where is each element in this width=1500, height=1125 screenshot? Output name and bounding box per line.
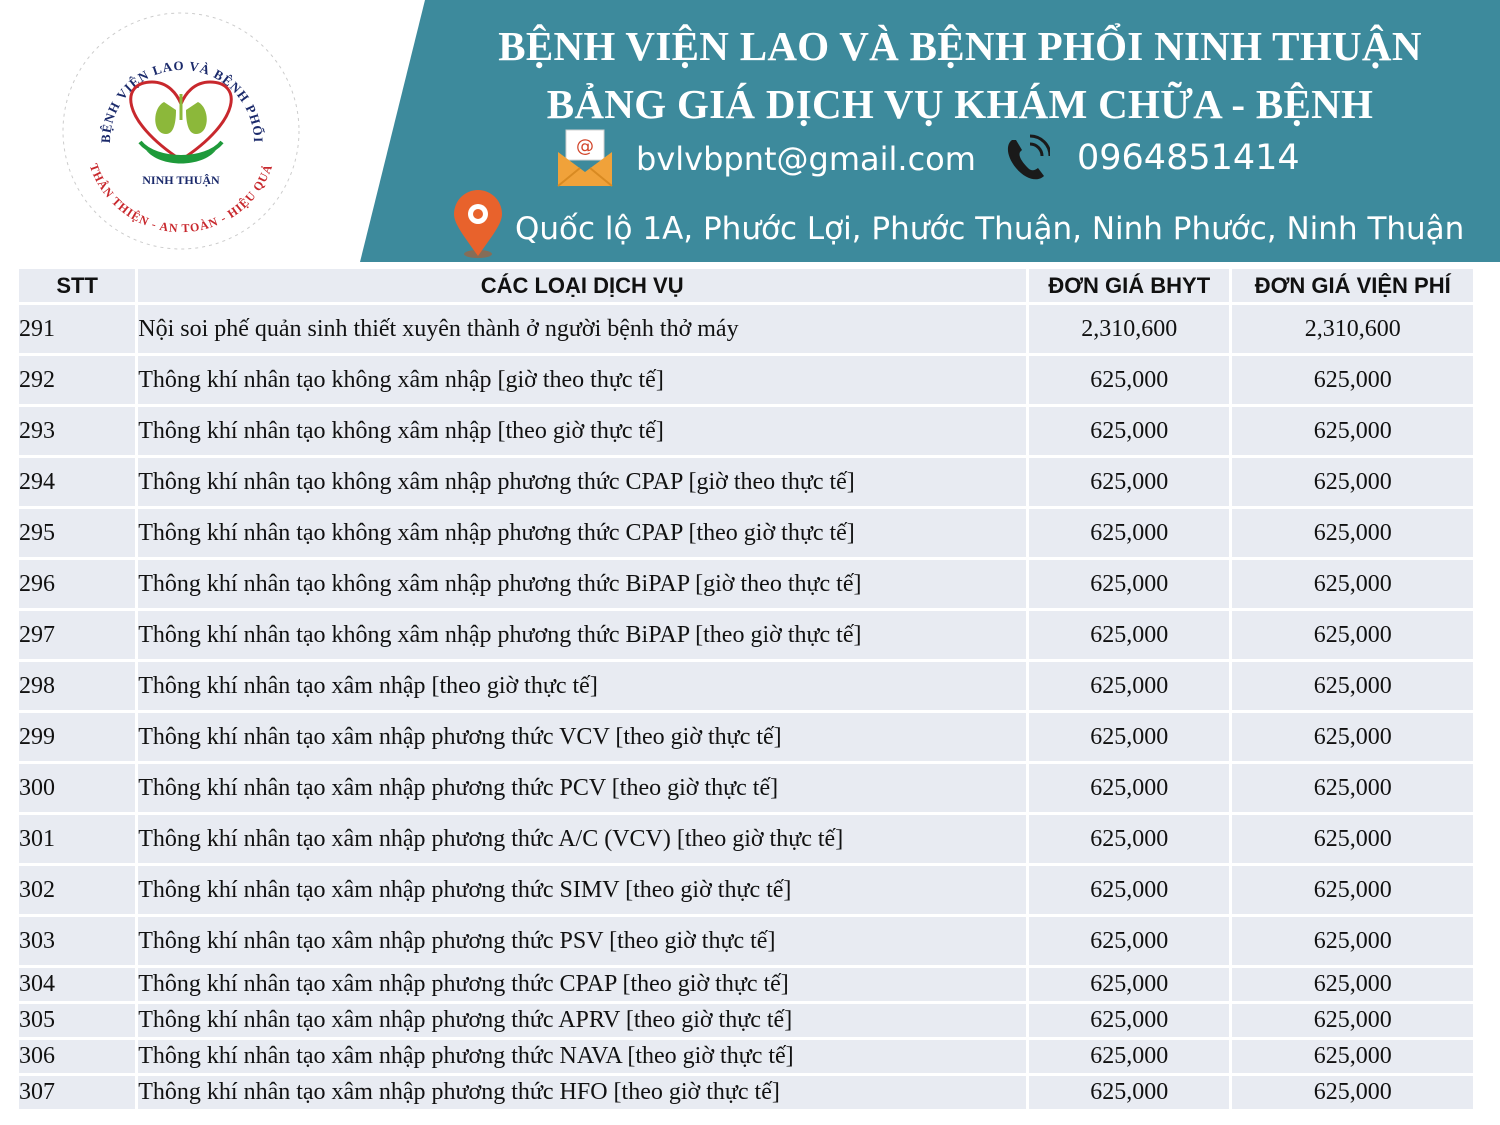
email-address[interactable]: bvlvbpnt@gmail.com [636, 140, 976, 178]
row-price-bhyt: 2,310,600 [1029, 305, 1229, 353]
hospital-logo [60, 10, 302, 252]
row-stt: 293 [19, 407, 135, 455]
row-service: Thông khí nhân tạo không xâm nhập [giờ theo thực tế] [138, 356, 1026, 404]
row-price-hospital: 625,000 [1232, 1076, 1473, 1109]
row-service: Thông khí nhân tạo xâm nhập phương thức CPAP [theo giờ thực tế] [138, 968, 1026, 1001]
row-price-bhyt: 625,000 [1029, 764, 1229, 812]
row-price-hospital: 625,000 [1232, 917, 1473, 965]
table-row [19, 305, 1473, 353]
row-price-bhyt: 625,000 [1029, 509, 1229, 557]
row-service: Thông khí nhân tạo không xâm nhập phương thức CPAP [giờ theo thực tế] [138, 458, 1026, 506]
price-list-title: BẢNG GIÁ DỊCH VỤ KHÁM CHỮA - BỆNH [546, 81, 1374, 127]
table-row [19, 662, 1473, 710]
row-service: Thông khí nhân tạo không xâm nhập phương thức BiPAP [giờ theo thực tế] [138, 560, 1026, 608]
logo-center-text: NINH THUẬN [142, 173, 220, 187]
row-stt: 307 [19, 1076, 135, 1109]
row-price-bhyt: 625,000 [1029, 458, 1229, 506]
row-price-bhyt: 625,000 [1029, 1040, 1229, 1073]
row-price-bhyt: 625,000 [1029, 1076, 1229, 1109]
row-price-bhyt: 625,000 [1029, 662, 1229, 710]
row-stt: 303 [19, 917, 135, 965]
row-price-hospital: 2,310,600 [1232, 305, 1473, 353]
row-price-bhyt: 625,000 [1029, 866, 1229, 914]
row-price-hospital: 625,000 [1232, 458, 1473, 506]
row-service: Thông khí nhân tạo xâm nhập phương thức A/C (VCV) [theo giờ thực tế] [138, 815, 1026, 863]
row-stt: 295 [19, 509, 135, 557]
table-row [19, 917, 1473, 965]
row-stt: 300 [19, 764, 135, 812]
row-service: Thông khí nhân tạo không xâm nhập [theo giờ thực tế] [138, 407, 1026, 455]
header-price-bhyt: ĐƠN GIÁ BHYT [1029, 269, 1229, 302]
phone-icon [1002, 134, 1050, 184]
row-price-hospital: 625,000 [1232, 662, 1473, 710]
row-service: Thông khí nhân tạo xâm nhập phương thức PCV [theo giờ thực tế] [138, 764, 1026, 812]
row-price-bhyt: 625,000 [1029, 611, 1229, 659]
email-icon [556, 128, 614, 188]
row-stt: 294 [19, 458, 135, 506]
header-banner [0, 0, 1500, 262]
row-stt: 297 [19, 611, 135, 659]
table-row [19, 968, 1473, 1001]
price-table [16, 266, 1476, 1112]
row-stt: 306 [19, 1040, 135, 1073]
row-price-hospital: 625,000 [1232, 713, 1473, 761]
table-row [19, 1076, 1473, 1109]
row-stt: 298 [19, 662, 135, 710]
table-header-row [19, 269, 1473, 302]
table-row [19, 356, 1473, 404]
row-price-hospital: 625,000 [1232, 611, 1473, 659]
header-service: CÁC LOẠI DỊCH VỤ [138, 269, 1026, 302]
row-stt: 292 [19, 356, 135, 404]
table-row [19, 611, 1473, 659]
table-row [19, 713, 1473, 761]
row-service: Thông khí nhân tạo xâm nhập phương thức PSV [theo giờ thực tế] [138, 917, 1026, 965]
row-service: Nội soi phế quản sinh thiết xuyên thành ở người bệnh thở máy [138, 305, 1026, 353]
row-stt: 305 [19, 1004, 135, 1037]
logo-arc-top: BỆNH VIỆN LAO VÀ BỆNH PHỔI [97, 57, 267, 144]
phone-number[interactable]: 0964851414 [1077, 138, 1300, 178]
row-price-bhyt: 625,000 [1029, 917, 1229, 965]
row-price-hospital: 625,000 [1232, 356, 1473, 404]
row-stt: 301 [19, 815, 135, 863]
location-pin-icon [450, 190, 506, 260]
svg-text:@: @ [576, 136, 594, 157]
table-row [19, 560, 1473, 608]
row-service: Thông khí nhân tạo xâm nhập phương thức VCV [theo giờ thực tế] [138, 713, 1026, 761]
row-price-bhyt: 625,000 [1029, 713, 1229, 761]
table-row [19, 509, 1473, 557]
row-stt: 291 [19, 305, 135, 353]
header-price-hospital: ĐƠN GIÁ VIỆN PHÍ [1232, 269, 1473, 302]
logo-arc-bottom: THÂN THIỆN - AN TOÀN - HIỆU QUẢ [86, 161, 276, 236]
row-price-hospital: 625,000 [1232, 1004, 1473, 1037]
row-service: Thông khí nhân tạo xâm nhập phương thức SIMV [theo giờ thực tế] [138, 866, 1026, 914]
row-price-bhyt: 625,000 [1029, 815, 1229, 863]
table-row [19, 866, 1473, 914]
table-row [19, 458, 1473, 506]
row-price-hospital: 625,000 [1232, 866, 1473, 914]
row-price-hospital: 625,000 [1232, 560, 1473, 608]
hospital-title: BỆNH VIỆN LAO VÀ BỆNH PHỔI NINH THUẬN [498, 23, 1422, 69]
row-price-hospital: 625,000 [1232, 407, 1473, 455]
row-service: Thông khí nhân tạo không xâm nhập phương thức CPAP [theo giờ thực tế] [138, 509, 1026, 557]
row-price-hospital: 625,000 [1232, 509, 1473, 557]
row-price-hospital: 625,000 [1232, 815, 1473, 863]
row-price-bhyt: 625,000 [1029, 356, 1229, 404]
row-price-bhyt: 625,000 [1029, 968, 1229, 1001]
row-stt: 304 [19, 968, 135, 1001]
row-stt: 299 [19, 713, 135, 761]
hospital-address: Quốc lộ 1A, Phước Lợi, Phước Thuận, Ninh Phước, Ninh Thuận [515, 211, 1465, 247]
row-service: Thông khí nhân tạo xâm nhập phương thức HFO [theo giờ thực tế] [138, 1076, 1026, 1109]
header-stt: STT [19, 269, 135, 302]
row-price-hospital: 625,000 [1232, 1040, 1473, 1073]
row-price-bhyt: 625,000 [1029, 407, 1229, 455]
table-row [19, 407, 1473, 455]
row-stt: 302 [19, 866, 135, 914]
row-service: Thông khí nhân tạo xâm nhập phương thức APRV [theo giờ thực tế] [138, 1004, 1026, 1037]
row-service: Thông khí nhân tạo không xâm nhập phương thức BiPAP [theo giờ thực tế] [138, 611, 1026, 659]
row-price-bhyt: 625,000 [1029, 1004, 1229, 1037]
row-price-hospital: 625,000 [1232, 764, 1473, 812]
table-row [19, 1040, 1473, 1073]
table-row [19, 1004, 1473, 1037]
row-price-bhyt: 625,000 [1029, 560, 1229, 608]
table-row [19, 815, 1473, 863]
row-stt: 296 [19, 560, 135, 608]
row-service: Thông khí nhân tạo xâm nhập phương thức NAVA [theo giờ thực tế] [138, 1040, 1026, 1073]
row-service: Thông khí nhân tạo xâm nhập [theo giờ thực tế] [138, 662, 1026, 710]
table-row [19, 764, 1473, 812]
row-price-hospital: 625,000 [1232, 968, 1473, 1001]
